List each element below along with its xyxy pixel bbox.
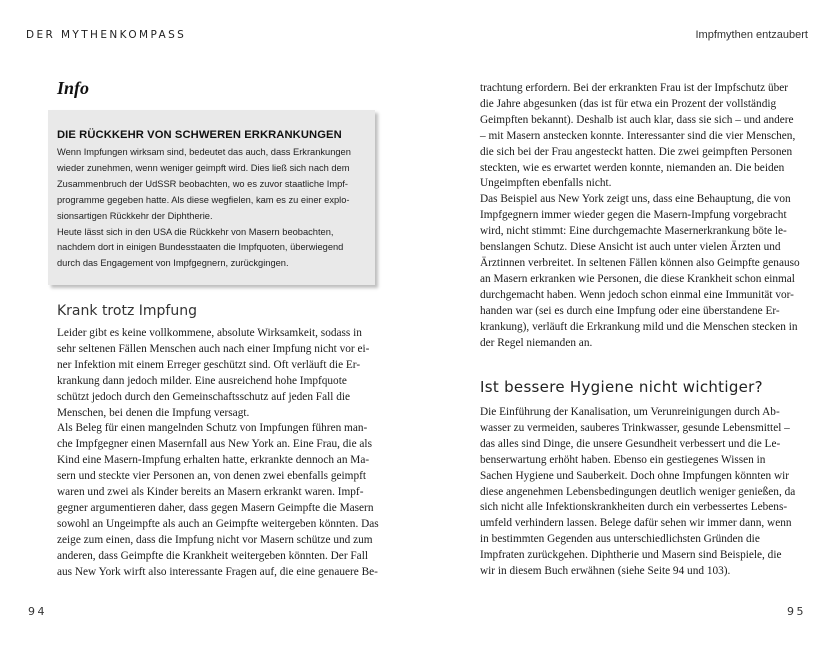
page-number-left: 94 [28,605,47,618]
section-heading-hygiene: Ist bessere Hygiene nicht wichtiger? [480,378,763,396]
body-line: zeige zum einen, dass die Impfung nicht vor Masern schütze und zum [57,533,373,546]
body-line: steckten, wie es erwartet werden konnte, niemanden an. Die beiden [480,161,785,174]
left-page-body [57,326,379,581]
info-label: Info [57,78,90,98]
running-head-right: Impfmythen entzaubert [695,29,808,41]
body-line: – mit Masern anstecken konnte. Interessanter sind die vier Menschen, [480,129,796,142]
body-line: der Regel niemanden an. [480,336,593,349]
info-line: durch das Engagement von Impfgegnern, zurückgingen. [57,258,289,269]
body-line: Als Beleg für einen mangelnden Schutz von Impfungen führen man- [57,422,368,435]
body-line: wir in diesem Buch erwähnen (siehe Seite 94 und 103). [480,565,731,578]
body-line: che Impfgegner einen Masernfall aus New York an. Eine Frau, die als [57,438,372,451]
body-line: ner Infektion mit einem Erreger geschützt sind. Oft verläuft die Er- [57,358,361,371]
body-line: handen war (sei es durch eine Impfung oder eine überstandene Er- [480,304,780,317]
body-line: Ungeimpften ebenfalls nicht. [480,177,612,190]
body-line: durchgemacht haben. Wenn jedoch schon einmal eine Immunität vor- [480,288,794,301]
body-line: Kind eine Masern-Impfung erhalten hatte, erkrankte dennoch an Ma- [57,454,370,467]
body-line: krankung dann jedoch milder. Eine ausreichend hohe Impfquote [57,374,347,387]
body-line: Das Beispiel aus New York zeigt uns, dass eine Behauptung, die von [480,193,791,206]
body-line: an Masern erkranken wie Personen, die diese Krankheit schon einmal [480,272,795,285]
body-line: Leider gibt es keine vollkommene, absolute Wirksamkeit, sodass in [57,327,362,339]
running-head-left: DER MYTHENKOMPASS [26,29,187,41]
body-line: gegner argumentieren daher, dass gegen Masern Geimpfte die Masern [57,501,374,514]
body-line: die sich bei der Frau angesteckt hatten. Die zwei geimpften Personen [480,145,793,158]
body-line: schützt jedoch durch den Gemeinschaftsschutz auf jeden Fall die [57,390,350,403]
info-box-title: DIE RÜCKKEHR VON SCHWEREN ERKRANKUNGEN [57,129,342,141]
body-line: trachtung erfordern. Bei der erkrankten Frau ist der Impfschutz über [480,82,789,94]
body-line: das alles sind Dinge, die unsere Gesundheit verbessert und die Le- [480,437,781,450]
body-line: Ärztinnen verbreitet. In seltenen Fällen können also Geimpfte genauso [480,256,800,269]
right-page-body-top [480,81,800,351]
body-line: in bestimmten Gegenden aus unterschiedlichsten Gründen die [480,533,760,546]
body-line: sowohl an Ungeimpfte als auch an Geimpfte weitergeben könnten. Das [57,517,379,530]
body-line: Die Einführung der Kanalisation, um Verunreinigungen durch Ab- [480,406,780,418]
body-line: benserwartung erhöht haben. Ebenso ein gestiegenes Wissen in [480,453,766,466]
info-box-body [57,145,365,272]
body-line: diese angenehmen Lebensbedingungen deutlich weniger genießen, da [480,485,796,498]
info-line: Wenn Impfungen wirksam sind, bedeutet das auch, dass Erkrankungen [57,147,351,157]
info-line: nachdem dort in einigen Bundesstaaten die Impfquoten, überwiegend [57,242,344,253]
info-line: programme gegeben hatte. Als diese wegfielen, kam es zu einer explo- [57,194,350,205]
body-line: aus New York wirft also interessante Fragen auf, die eine genauere Be- [57,565,378,578]
body-line: Menschen, bei denen die Impfung versagt. [57,406,250,419]
body-line: krankung), verläuft die Erkrankung mild und die Menschen stecken in [480,320,798,333]
page-number-right: 95 [787,605,806,618]
body-line: wasser zu vermeiden, sauberes Trinkwasser, gesunde Lebensmittel – [480,421,790,434]
body-line: Sachen Hygiene und Sauberkeit. Doch ohne Impfungen könnten wir [480,469,790,482]
right-page-body-bottom [480,405,795,580]
info-line: wieder zunehmen, wenn weniger geimpft wird. Dies ließ sich nach dem [57,162,350,173]
info-line: Zusammenbruch der UdSSR beobachten, wo es zuvor staatliche Impf- [57,178,348,189]
body-line: Impfgegnern immer wieder gegen die Masern-Impfung vorgebracht [480,209,787,222]
subheading-krank-trotz-impfung: Krank trotz Impfung [57,303,197,319]
body-line: waren und zwei als Kinder bereits an Masern erkrankt waren. Impf- [57,486,364,499]
body-line: Impfraten zurückgehen. Diphtherie und Masern sind Beispiele, die [480,549,782,562]
body-line: anderen, dass Geimpfte die Krankheit weitergeben könnten. Der Fall [57,549,368,562]
body-line: wird, nicht stimmt: Eine durchgemachte Masernerkrankung böte le- [480,225,787,238]
body-line: umfeld verhindern lassen. Belege dafür sehen wir immer dann, wenn [480,517,792,530]
body-line: benslangen Schutz. Diese Ansicht ist auch unter vielen Ärzten und [480,241,781,254]
body-line: die Jahre abgesunken (das ist für etwa ein Prozent der vollständig [480,97,777,110]
info-box [48,110,375,285]
body-line: sich nicht alle Infektionskrankheiten durch ein verbessertes Lebens- [480,501,788,514]
body-line: sern und steckte vier Personen an, von denen zwei ebenfalls geimpft [57,470,366,483]
body-line: sehr seltenen Fällen Menschen auch nach einer Impfung nicht vor ei- [57,342,370,355]
info-line: sionsartigen Rückkehr der Diphtherie. [57,210,213,221]
body-line: Geimpften bekannt). Deshalb ist auch klar, dass sie sich – und andere [480,113,794,126]
info-line: Heute lässt sich in den USA die Rückkehr von Masern beobachten, [57,226,334,237]
